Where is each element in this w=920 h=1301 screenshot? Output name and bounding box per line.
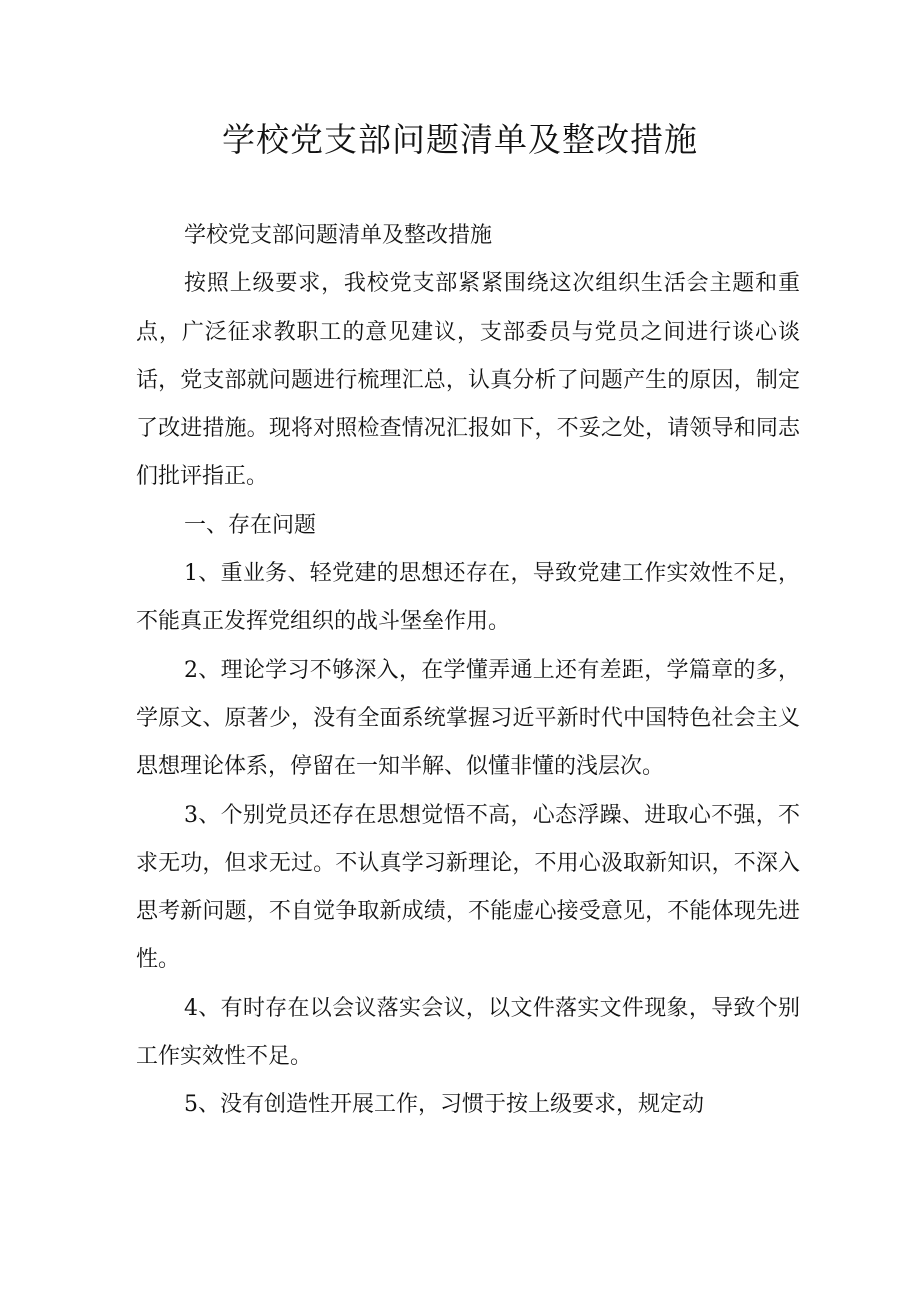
paragraph-item-2: 2、理论学习不够深入，在学懂弄通上还有差距，学篇章的多，学原文、原著少，没有全面系统掌握习近平新时代中国特色社会主义思想理论体系，停留在一知半解、似懂非懂的浅层次。 xyxy=(136,657,800,780)
paragraph-intro: 按照上级要求，我校党支部紧紧围绕这次组织生活会主题和重点，广泛征求教职工的意见建议，支部委员与党员之间进行谈心谈话，党支部就问题进行梳理汇总，认真分析了问题产生的原因，制定了改进措施。现将对照检查情况汇报如下，不妥之处，请领导和同志们批评指正。 xyxy=(136,271,800,490)
paragraph-item-1: 1、重业务、轻党建的思想还存在，导致党建工作实效性不足，不能真正发挥党组织的战斗堡垒作用。 xyxy=(136,561,800,635)
paragraph-item-5: 5、没有创造性开展工作，习惯于按上级要求，规定动 xyxy=(184,1092,704,1118)
paragraph-item-3: 3、个别党员还存在思想觉悟不高，心态浮躁、进取心不强，不求无功，但求无过。不认真学习新理论，不用心汲取新知识，不深入思考新问题，不自觉争取新成绩，不能虚心接受意见，不能体现先进性。 xyxy=(136,802,800,973)
paragraph-subtitle: 学校党支部问题清单及整改措施 xyxy=(184,223,493,248)
document-body xyxy=(136,212,800,1130)
section-heading-problems: 一、存在问题 xyxy=(184,512,317,538)
paragraph-item-4: 4、有时存在以会议落实会议，以文件落实文件现象，导致个别工作实效性不足。 xyxy=(136,995,800,1070)
document-title: 学校党支部问题清单及整改措施 xyxy=(222,120,698,159)
